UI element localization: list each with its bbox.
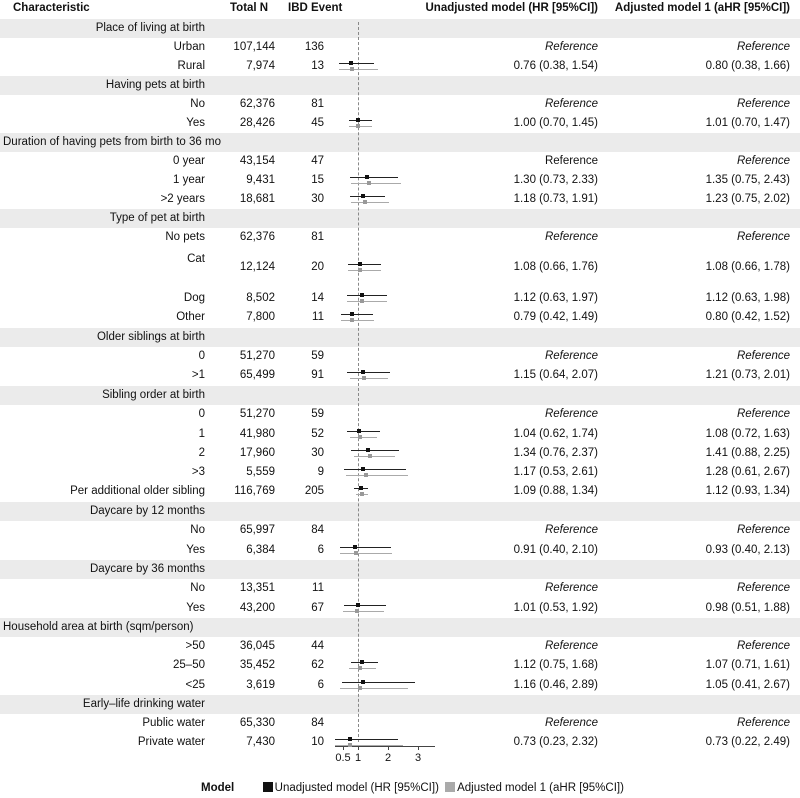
- row-label: 0: [198, 408, 205, 420]
- hr-unadjusted: 1.34 (0.76, 2.37): [513, 447, 598, 459]
- total-n: 51,270: [239, 350, 275, 362]
- hr-unadjusted: 0.91 (0.40, 2.10): [513, 544, 598, 556]
- hr-adjusted: 1.35 (0.75, 2.43): [705, 174, 790, 186]
- hr-unadjusted: 1.12 (0.75, 1.68): [513, 659, 598, 671]
- ci-unadjusted: [339, 63, 374, 64]
- row-label: Per additional older sibling: [70, 485, 205, 497]
- group-label: Place of living at birth: [95, 22, 205, 34]
- row-label: Yes: [186, 602, 205, 614]
- ci-unadjusted: [347, 372, 390, 373]
- tick-mark: [358, 746, 359, 750]
- ci-adjusted: [335, 745, 403, 746]
- hr-adjusted: Reference: [736, 640, 790, 652]
- ci-adjusted: [354, 456, 395, 457]
- total-n: 65,997: [239, 524, 275, 536]
- ci-unadjusted: [351, 662, 379, 663]
- ci-adjusted: [348, 270, 382, 271]
- ci-adjusted: [346, 475, 408, 476]
- ci-adjusted: [341, 320, 374, 321]
- point-unadjusted: [349, 61, 353, 65]
- point-adjusted: [350, 67, 354, 71]
- point-adjusted: [360, 299, 364, 303]
- hr-adjusted: 1.12 (0.63, 1.98): [705, 292, 790, 304]
- ibd-events: 9: [317, 466, 324, 478]
- point-adjusted: [368, 454, 372, 458]
- ibd-events: 136: [304, 41, 324, 53]
- group-label: Older siblings at birth: [96, 331, 205, 343]
- ci-unadjusted: [349, 120, 372, 121]
- hr-adjusted: 1.07 (0.71, 1.61): [705, 659, 790, 671]
- row-label: Urban: [173, 41, 205, 53]
- point-unadjusted: [366, 448, 370, 452]
- hr-unadjusted: Reference: [544, 155, 598, 167]
- point-adjusted: [355, 609, 359, 613]
- ci-adjusted: [343, 611, 384, 612]
- point-unadjusted: [361, 467, 365, 471]
- ci-unadjusted: [340, 547, 391, 548]
- point-unadjusted: [365, 175, 369, 179]
- header-total-n: Total N: [230, 2, 269, 14]
- point-adjusted: [362, 376, 366, 380]
- hr-unadjusted: 1.04 (0.62, 1.74): [513, 428, 598, 440]
- tick-label: 3: [414, 752, 422, 764]
- hr-unadjusted: Reference: [544, 98, 598, 110]
- ibd-events: 15: [311, 174, 324, 186]
- hr-adjusted: 1.23 (0.75, 2.02): [705, 193, 790, 205]
- ci-adjusted: [350, 437, 377, 438]
- group-label: Early–life drinking water: [82, 698, 205, 710]
- ci-adjusted: [349, 126, 372, 127]
- row-label: 1: [198, 428, 205, 440]
- hr-adjusted: 1.21 (0.73, 2.01): [705, 369, 790, 381]
- total-n: 51,270: [239, 408, 275, 420]
- ibd-events: 52: [311, 428, 324, 440]
- tick-mark: [418, 746, 419, 750]
- row-label: Other: [176, 311, 205, 323]
- ci-adjusted: [339, 69, 377, 70]
- point-unadjusted: [356, 603, 360, 607]
- tick-label: 1: [354, 752, 362, 764]
- total-n: 65,499: [239, 369, 275, 381]
- hr-adjusted: 1.28 (0.61, 2.67): [705, 466, 790, 478]
- ci-unadjusted: [341, 314, 373, 315]
- row-label: 0: [198, 350, 205, 362]
- hr-unadjusted: 1.00 (0.70, 1.45): [513, 117, 598, 129]
- hr-unadjusted: Reference: [544, 717, 598, 729]
- hr-adjusted: 0.80 (0.38, 1.66): [705, 60, 790, 72]
- ci-unadjusted: [335, 739, 398, 740]
- point-adjusted: [356, 124, 360, 128]
- point-adjusted: [358, 666, 362, 670]
- point-unadjusted: [359, 486, 363, 490]
- point-unadjusted: [353, 545, 357, 549]
- ibd-events: 67: [311, 602, 324, 614]
- row-label: <25: [185, 679, 205, 691]
- row-label: >50: [185, 640, 205, 652]
- ibd-events: 44: [311, 640, 324, 652]
- point-unadjusted: [360, 660, 364, 664]
- ci-adjusted: [347, 301, 388, 302]
- hr-adjusted: Reference: [736, 231, 790, 243]
- total-n: 43,154: [239, 155, 275, 167]
- total-n: 6,384: [246, 544, 275, 556]
- hr-adjusted: Reference: [736, 717, 790, 729]
- hr-unadjusted: 0.76 (0.38, 1.54): [513, 60, 598, 72]
- ibd-events: 11: [312, 311, 324, 323]
- hr-adjusted: 0.98 (0.51, 1.88): [705, 602, 790, 614]
- hr-unadjusted: 1.30 (0.73, 2.33): [513, 174, 598, 186]
- point-adjusted: [364, 473, 368, 477]
- total-n: 7,800: [246, 311, 275, 323]
- hr-adjusted: 1.05 (0.41, 2.67): [705, 679, 790, 691]
- total-n: 62,376: [239, 231, 275, 243]
- hr-unadjusted: 1.08 (0.66, 1.76): [513, 261, 598, 273]
- ibd-events: 91: [311, 369, 324, 381]
- row-label: Cat: [187, 253, 205, 265]
- hr-unadjusted: Reference: [544, 231, 598, 243]
- point-adjusted: [363, 200, 367, 204]
- group-label: Having pets at birth: [105, 79, 205, 91]
- ibd-events: 81: [311, 231, 324, 243]
- group-label: Daycare by 36 months: [89, 563, 205, 575]
- point-unadjusted: [350, 312, 354, 316]
- ci-adjusted: [351, 183, 401, 184]
- row-label: No pets: [165, 231, 205, 243]
- hr-adjusted: 0.80 (0.42, 1.52): [705, 311, 790, 323]
- hr-adjusted: 1.41 (0.88, 2.25): [705, 447, 790, 459]
- ci-unadjusted: [347, 295, 387, 296]
- tick-label: 2: [384, 752, 392, 764]
- ci-unadjusted: [350, 177, 398, 178]
- point-adjusted: [354, 551, 358, 555]
- total-n: 12,124: [239, 261, 275, 273]
- hr-unadjusted: Reference: [544, 408, 598, 420]
- ibd-events: 10: [311, 736, 324, 748]
- hr-unadjusted: 1.16 (0.46, 2.89): [513, 679, 598, 691]
- hr-unadjusted: Reference: [544, 350, 598, 362]
- point-unadjusted: [361, 370, 365, 374]
- group-label: Duration of having pets from birth to 36 mo: [3, 136, 221, 148]
- total-n: 5,559: [246, 466, 275, 478]
- ci-adjusted: [340, 553, 392, 554]
- ci-adjusted: [350, 378, 388, 379]
- point-unadjusted: [348, 737, 352, 741]
- hr-unadjusted: 1.12 (0.63, 1.97): [513, 292, 598, 304]
- hr-adjusted: 1.12 (0.93, 1.34): [705, 485, 790, 497]
- ibd-events: 84: [311, 717, 324, 729]
- hr-unadjusted: Reference: [544, 41, 598, 53]
- ibd-events: 205: [304, 485, 324, 497]
- hr-adjusted: 1.01 (0.70, 1.47): [705, 117, 790, 129]
- hr-adjusted: 0.73 (0.22, 2.49): [705, 736, 790, 748]
- total-n: 7,430: [246, 736, 275, 748]
- total-n: 18,681: [239, 193, 275, 205]
- ibd-events: 14: [311, 292, 324, 304]
- row-label: Yes: [186, 544, 205, 556]
- ci-adjusted: [340, 688, 408, 689]
- hr-unadjusted: 1.01 (0.53, 1.92): [513, 602, 598, 614]
- ibd-events: 47: [311, 155, 324, 167]
- row-label: No: [190, 98, 205, 110]
- row-label: 25–50: [173, 659, 205, 671]
- ibd-events: 20: [311, 261, 324, 273]
- row-label: No: [190, 582, 205, 594]
- header-unadjusted: Unadjusted model (HR [95%CI]): [425, 2, 598, 14]
- total-n: 13,351: [239, 582, 275, 594]
- total-n: 107,144: [233, 41, 275, 53]
- ibd-events: 6: [317, 679, 324, 691]
- point-adjusted: [350, 318, 354, 322]
- point-adjusted: [360, 492, 364, 496]
- hr-adjusted: 0.93 (0.40, 2.13): [705, 544, 790, 556]
- ci-adjusted: [351, 202, 389, 203]
- row-label: Private water: [137, 736, 205, 748]
- ibd-events: 59: [311, 350, 324, 362]
- ci-unadjusted: [350, 196, 385, 197]
- point-adjusted: [348, 743, 352, 747]
- total-n: 28,426: [239, 117, 275, 129]
- point-unadjusted: [357, 429, 361, 433]
- total-n: 9,431: [246, 174, 275, 186]
- row-label: Rural: [177, 60, 205, 72]
- legend-swatch-adjusted: [445, 782, 455, 792]
- tick-mark: [343, 746, 344, 750]
- hr-unadjusted: Reference: [544, 524, 598, 536]
- total-n: 7,974: [246, 60, 275, 72]
- ibd-events: 62: [311, 659, 324, 671]
- hr-unadjusted: Reference: [544, 582, 598, 594]
- total-n: 65,330: [239, 717, 275, 729]
- total-n: 8,502: [246, 292, 275, 304]
- hr-adjusted: Reference: [736, 98, 790, 110]
- hr-adjusted: Reference: [736, 524, 790, 536]
- point-unadjusted: [361, 194, 365, 198]
- header-characteristic: Characteristic: [13, 2, 90, 14]
- group-label: Sibling order at birth: [102, 389, 205, 401]
- tick-label: 0.5: [335, 752, 351, 764]
- hr-unadjusted: 0.73 (0.23, 2.32): [513, 736, 598, 748]
- point-unadjusted: [361, 680, 365, 684]
- ibd-events: 45: [311, 117, 324, 129]
- row-label: 1 year: [173, 174, 205, 186]
- hr-adjusted: Reference: [736, 582, 790, 594]
- ci-unadjusted: [344, 605, 386, 606]
- hr-unadjusted: 0.79 (0.42, 1.49): [513, 311, 598, 323]
- total-n: 43,200: [239, 602, 275, 614]
- hr-unadjusted: Reference: [544, 640, 598, 652]
- legend-swatch-unadjusted: [263, 782, 273, 792]
- row-label: Yes: [186, 117, 205, 129]
- ci-adjusted: [349, 668, 376, 669]
- row-label: >1: [191, 369, 205, 381]
- group-label: Household area at birth (sqm/person): [3, 621, 194, 633]
- row-label: Public water: [142, 717, 205, 729]
- total-n: 41,980: [239, 428, 275, 440]
- group-label: Type of pet at birth: [109, 212, 205, 224]
- row-label: No: [190, 524, 205, 536]
- point-adjusted: [367, 181, 371, 185]
- hr-adjusted: Reference: [736, 350, 790, 362]
- legend-item-adjusted: Adjusted model 1 (aHR [95%CI]): [445, 782, 624, 794]
- total-n: 17,960: [239, 447, 275, 459]
- point-unadjusted: [358, 262, 362, 266]
- ci-unadjusted: [347, 431, 381, 432]
- ibd-events: 11: [312, 582, 324, 594]
- total-n: 35,452: [239, 659, 275, 671]
- hr-adjusted: 1.08 (0.72, 1.63): [705, 428, 790, 440]
- ibd-events: 13: [311, 60, 324, 72]
- ibd-events: 6: [317, 544, 324, 556]
- ibd-events: 30: [311, 193, 324, 205]
- row-label: >3: [191, 466, 205, 478]
- point-adjusted: [358, 268, 362, 272]
- row-label: 0 year: [173, 155, 205, 167]
- hr-unadjusted: 1.17 (0.53, 2.61): [513, 466, 598, 478]
- reference-line: [358, 22, 359, 742]
- row-label: Dog: [183, 292, 205, 304]
- legend-title: Model: [201, 782, 235, 794]
- ibd-events: 59: [311, 408, 324, 420]
- total-n: 3,619: [246, 679, 275, 691]
- ibd-events: 84: [311, 524, 324, 536]
- ci-unadjusted: [344, 469, 406, 470]
- header-ibd-event: IBD Event: [288, 2, 343, 14]
- ci-unadjusted: [348, 264, 381, 265]
- header-adjusted: Adjusted model 1 (aHR [95%CI]): [614, 2, 790, 14]
- point-adjusted: [358, 686, 362, 690]
- hr-unadjusted: 1.15 (0.64, 2.07): [513, 369, 598, 381]
- point-unadjusted: [356, 118, 360, 122]
- point-adjusted: [358, 435, 362, 439]
- hr-adjusted: Reference: [736, 408, 790, 420]
- total-n: 36,045: [239, 640, 275, 652]
- row-label: >2 years: [160, 193, 205, 205]
- hr-adjusted: Reference: [736, 41, 790, 53]
- group-label: Daycare by 12 months: [89, 505, 205, 517]
- row-label: 2: [198, 447, 205, 459]
- ci-unadjusted: [351, 450, 399, 451]
- hr-unadjusted: 1.18 (0.73, 1.91): [513, 193, 598, 205]
- ibd-events: 81: [311, 98, 324, 110]
- hr-unadjusted: 1.09 (0.88, 1.34): [513, 485, 598, 497]
- ci-unadjusted: [342, 682, 415, 683]
- hr-adjusted: 1.08 (0.66, 1.78): [705, 261, 790, 273]
- legend: [201, 781, 624, 795]
- total-n: 116,769: [234, 485, 275, 497]
- hr-adjusted: Reference: [736, 155, 790, 167]
- point-unadjusted: [360, 293, 364, 297]
- total-n: 62,376: [239, 98, 275, 110]
- legend-item-unadjusted: Unadjusted model (HR [95%CI]): [263, 782, 442, 794]
- tick-mark: [388, 746, 389, 750]
- ibd-events: 30: [311, 447, 324, 459]
